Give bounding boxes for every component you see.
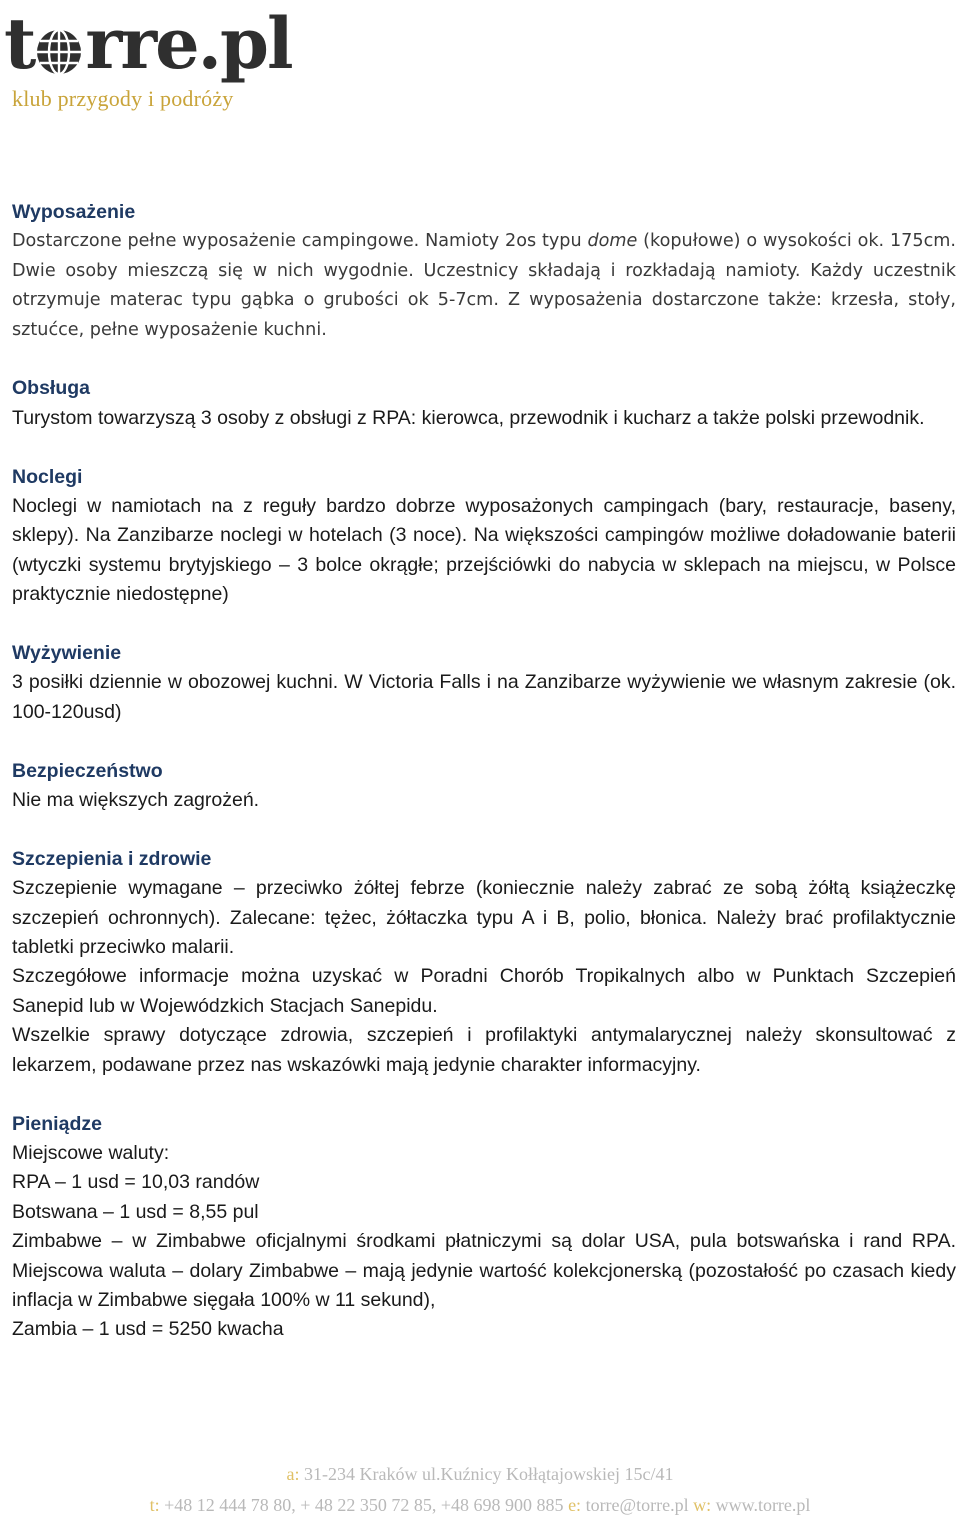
footer-phone: +48 12 444 78 80, + 48 22 350 72 85, +48 698 900 885 (164, 1495, 564, 1515)
section-text: RPA – 1 usd = 10,03 randów (12, 1171, 260, 1194)
section-text: Botswana – 1 usd = 8,55 pul (12, 1200, 259, 1223)
footer-address (0, 1464, 960, 1485)
logo-wordmark (4, 2, 292, 86)
section-bezpieczenstwo (12, 757, 956, 816)
logo-tagline: klub przygody i podróży (12, 86, 234, 111)
section-text: 3 posiłki dziennie w obozowej kuchni. W Victoria Falls i na Zanzibarze wyżywienie we własnym zakresie (ok. 100-120usd) (12, 671, 956, 723)
logo-wordmark-start: t (4, 2, 35, 85)
footer-label: a: (286, 1464, 300, 1484)
text-part: Dostarczone pełne wyposażenie campingowe. Namioty 2os typu (12, 231, 588, 252)
section-heading: Wyżywienie (12, 642, 122, 665)
section-text: Szczepienie wymagane – przeciwko żółtej febrze (koniecznie należy zabrać ze sobą żółtą książeczkę szczepień ochronnych). Zalecane: tężec, żółtaczka typu A i B, polio, błonica. Należy brać profilaktycznie tabletki przeciwko malarii. (12, 877, 956, 959)
section-text: Miejscowe waluty: (12, 1141, 170, 1164)
text-part: (kopułowe) o wysokości ok. 175cm. Dwie osoby mieszczą się w nich wygodnie. Uczestnicy składają i rozkładają namioty. Każdy uczestnik otrzymuje materac typu gąbka o grubości ok 5-7cm. Z wyposażenia dostarczone także: krzesła, stoły, sztućce, pełne wyposażenie kuchni. (12, 231, 956, 340)
footer-label: w: (693, 1495, 712, 1515)
section-heading: Pieniądze (12, 1112, 102, 1135)
section-heading: Noclegi (12, 465, 83, 488)
footer-contacts (0, 1495, 960, 1516)
section-heading: Szczepienia i zdrowie (12, 847, 212, 870)
section-heading: Obsługa (12, 377, 91, 400)
footer-label: e: (568, 1495, 582, 1515)
section-szczepienia (12, 845, 956, 1080)
section-pieniadze (12, 1110, 956, 1345)
footer-email[interactable]: torre@torre.pl (585, 1495, 689, 1515)
section-text (12, 227, 956, 345)
logo (4, 2, 334, 114)
section-wyzywienie (12, 639, 956, 727)
document-body (12, 198, 956, 1374)
section-text: Noclegi w namiotach na z reguły bardzo dobrze wyposażonych campingach (bary, restauracje, baseny, sklepy). Na Zanzibarze noclegi w hotelach (3 noce). Na większości campingów możliwe doładowanie baterii (wtyczki systemu brytyjskiego – 3 bolce okrągłe; przejściówki do nabycia w sklepach na miejscu, w Polsce praktycznie niedostępne) (12, 495, 956, 606)
section-noclegi (12, 463, 956, 610)
section-text: Zimbabwe – w Zimbabwe oficjalnymi środkami płatniczymi są dolar USA, pula botswańska i rand RPA. Miejscowa waluta – dolary Zimbabwe – mają jedynie wartość kolekcjonerską (pozostałość po czasach kiedy inflacja w Zimbabwe sięgała 100% w 11 sekund), (12, 1230, 956, 1311)
footer-address-text: 31-234 Kraków ul.Kuźnicy Kołłątajowskiej 15c/41 (304, 1464, 674, 1484)
footer-web[interactable]: www.torre.pl (715, 1495, 811, 1515)
section-text: Wszelkie sprawy dotyczące zdrowia, szczepień i profilaktyki antymalarycznej należy skonsultować z lekarzem, podawane przez nas wskazówki mają jedynie charakter informacyjny. (12, 1024, 956, 1076)
section-text: Nie ma większych zagrożeń. (12, 789, 260, 812)
footer-label: t: (149, 1495, 160, 1515)
logo-wordmark-end: rre.pl (85, 2, 292, 85)
section-text: Szczegółowe informacje można uzyskać w Poradni Chorób Tropikalnych albo w Punktach Szczepień Sanepid lub w Wojewódzkich Stacjach Sanepidu. (12, 965, 956, 1017)
section-obsluga (12, 374, 956, 433)
section-heading: Bezpieczeństwo (12, 759, 163, 782)
text-emphasis: dome (587, 231, 638, 252)
section-text: Turystom towarzyszą 3 osoby z obsługi z RPA: kierowca, przewodnik i kucharz a także polski przewodnik. (12, 406, 925, 429)
section-heading: Wyposażenie (12, 201, 136, 223)
section-text: Zambia – 1 usd = 5250 kwacha (12, 1318, 284, 1341)
globe-icon (35, 28, 83, 76)
section-wyposazenie (12, 198, 956, 345)
